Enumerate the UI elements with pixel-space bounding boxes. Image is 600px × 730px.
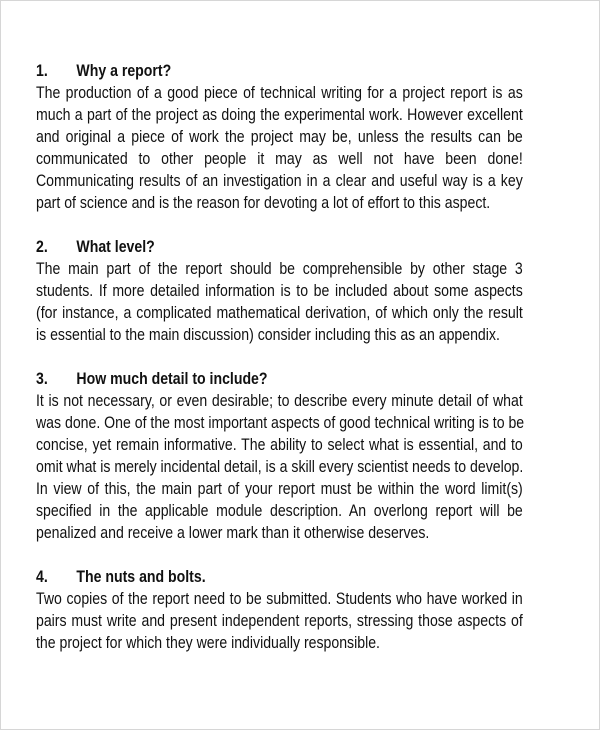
section-title: Why a report? <box>76 62 172 80</box>
document-body <box>36 60 525 676</box>
section-3 <box>36 368 523 544</box>
paragraph-line: students. If more detailed information is to be included about some aspects <box>36 282 523 300</box>
paragraph-line: much a part of the project as doing the experimental work. However excellent <box>36 106 523 124</box>
paragraph-line: pairs must write and present independent reports, stressing those aspects of <box>36 612 523 630</box>
paragraph-line: specified in the applicable module description. An overlong report will be <box>36 502 523 520</box>
paragraph-line: The main part of the report should be comprehensible by other stage 3 <box>36 260 523 278</box>
paragraph-line: omit what is merely incidental detail, is a skill every scientist needs to develop. <box>36 458 524 476</box>
section-paragraph <box>36 82 523 214</box>
paragraph-line: (for instance, a complicated mathematical derivation, of which only the result <box>36 304 523 322</box>
section-paragraph <box>36 390 523 544</box>
paragraph-line: concise, yet remain informative. The ability to select what is essential, and to <box>36 436 523 454</box>
section-title: How much detail to include? <box>76 370 268 388</box>
paragraph-line: Two copies of the report need to be submitted. Students who have worked in <box>36 590 523 608</box>
section-number: 3. <box>36 370 48 388</box>
section-heading <box>36 368 523 390</box>
paragraph-line: Communicating results of an investigation in a clear and useful way is a key <box>36 172 523 190</box>
section-number: 1. <box>36 62 48 80</box>
section-heading <box>36 60 523 82</box>
section-number: 2. <box>36 238 48 256</box>
sections-container <box>36 60 523 654</box>
section-4 <box>36 566 523 654</box>
section-number: 4. <box>36 568 48 586</box>
section-paragraph <box>36 588 523 654</box>
section-title: What level? <box>76 238 155 256</box>
section-heading <box>36 566 523 588</box>
paragraph-line: The production of a good piece of technical writing for a project report is as <box>36 84 523 102</box>
paragraph-line: and original a piece of work the project may be, unless the results can be <box>36 128 523 146</box>
paragraph-line: It is not necessary, or even desirable; to describe every minute detail of what <box>36 392 523 410</box>
section-2 <box>36 236 523 346</box>
section-title: The nuts and bolts. <box>76 568 206 586</box>
paragraph-line: the project for which they were individually responsible. <box>36 634 380 652</box>
paragraph-line: penalized and receive a lower mark than it otherwise deserves. <box>36 524 430 542</box>
paragraph-line: communicated to other people it may as well not have been done! <box>36 150 523 168</box>
paragraph-line: part of science and is the reason for devoting a lot of effort to this aspect. <box>36 194 491 212</box>
section-1 <box>36 60 523 214</box>
paragraph-line: In view of this, the main part of your report must be within the word limit(s) <box>36 480 523 498</box>
paragraph-line: was done. One of the most important aspects of good technical writing is to be <box>36 414 525 432</box>
section-heading <box>36 236 523 258</box>
paragraph-line: is essential to the main discussion) consider including this as an appendix. <box>36 326 500 344</box>
section-paragraph <box>36 258 523 346</box>
